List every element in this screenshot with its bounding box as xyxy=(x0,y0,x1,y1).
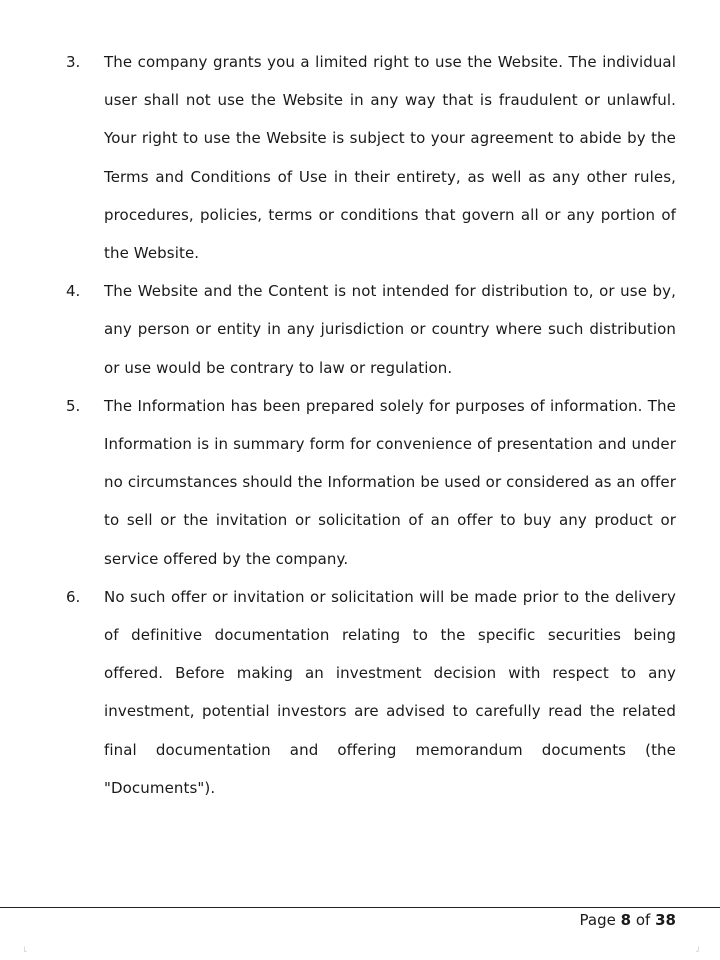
page-number xyxy=(580,909,676,931)
current-page-number: 8 xyxy=(620,911,632,929)
clause-3 xyxy=(0,43,720,272)
corner-mark-right-icon: ┘ xyxy=(696,947,701,956)
total-pages-number: 38 xyxy=(655,911,676,929)
clause-4 xyxy=(0,272,720,387)
clause-number: 6. xyxy=(66,587,81,606)
clause-number: 3. xyxy=(66,53,81,71)
page-word: Page xyxy=(579,911,616,929)
clause-list xyxy=(0,43,720,807)
clause-text: The company grants you a limited right to use the Website. The individual user shall not use the Website in any way that is fraudulent or unlawful. Your right to use the Website is subject to your agreement to abide by the Terms and Conditions of Use in their entirety, as well as any other rules, procedures, policies, terms or conditions that govern all or any portion of the Website. xyxy=(104,53,676,263)
clause-text: No such offer or invitation or solicitation will be made prior to the delivery of definitive documentation relating to the specific securities being offered. Before making an investment decision with respect to any investment, potential investors are advised to carefully read the related final documentation and offering memorandum documents (the "Documents"). xyxy=(104,587,676,797)
clause-text: The Information has been prepared solely for purposes of information. The Information is in summary form for convenience of presentation and under no circumstances should the Information be used or considered as an offer to sell or the invitation or solicitation of an offer to buy any product or service offered by the company. xyxy=(104,396,676,568)
clause-text: The Website and the Content is not intended for distribution to, or use by, any person or entity in any jurisdiction or country where such distribution or use would be contrary to law or regulation. xyxy=(104,282,676,377)
clause-number: 4. xyxy=(66,282,81,301)
corner-mark-left-icon: └ xyxy=(22,947,27,956)
clause-6 xyxy=(0,578,720,807)
clause-5 xyxy=(0,387,720,578)
clause-number: 5. xyxy=(66,396,81,415)
of-word: of xyxy=(635,911,651,929)
footer-divider xyxy=(0,907,720,908)
